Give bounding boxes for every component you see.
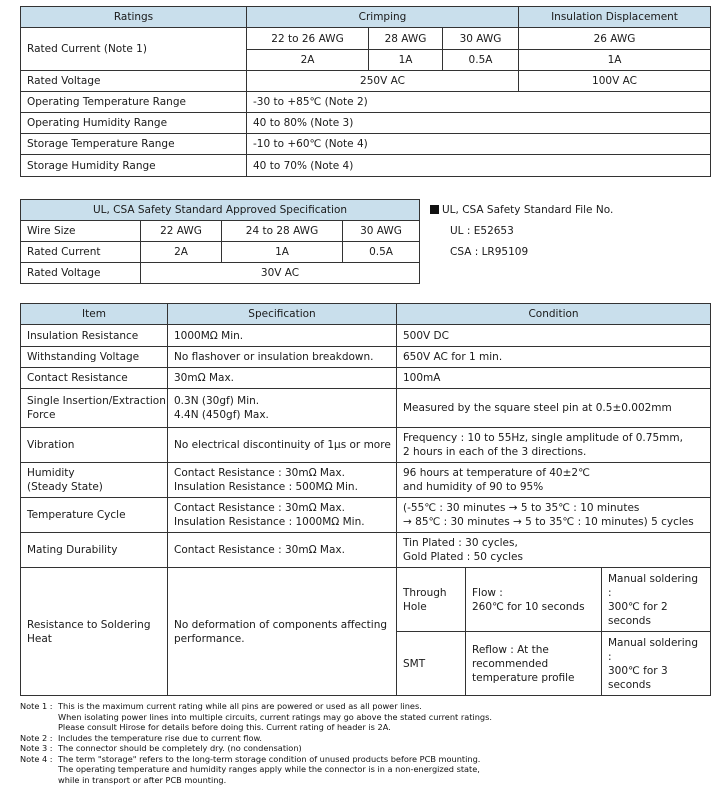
rated-current-label: Rated Current [21,242,141,263]
current-cell: 2A [141,242,222,263]
current-cell: 1A [222,242,343,263]
condition-cell: Measured by the square steel pin at 0.5±0.002mm [397,389,711,428]
current-cell: 1A [369,50,443,71]
crimping-voltage: 250V AC [247,71,519,92]
condition-cell: 100mA [397,368,711,389]
manual-soldering-condition: Manual soldering : 300℃ for 2 seconds [602,568,711,632]
note-3: Note 3 : The connector should be completely dry. (no condensation) [20,743,302,753]
ul-csa-spec-table [20,199,420,284]
item-cell: Contact Resistance [21,368,168,389]
current-cell: 0.5A [443,50,519,71]
spec-cell: No flashover or insulation breakdown. [168,347,397,368]
row-label: Operating Humidity Range [21,113,247,134]
spec-cell: Contact Resistance : 30mΩ Max. Insulation Resistance : 1000MΩ Min. [168,498,397,533]
header-crimping: Crimping [247,7,519,28]
ul-csa-table-title: UL, CSA Safety Standard Approved Specification [21,200,420,221]
spec-cell: No electrical discontinuity of 1μs or more [168,428,397,463]
header-insulation-displacement: Insulation Displacement [519,7,711,28]
notes-section [20,701,492,785]
ul-csa-file-info [430,203,613,266]
spec-cell: 0.3N (30gf) Min. 4.4N (450gf) Max. [168,389,397,428]
item-cell: Insulation Resistance [21,325,168,347]
rated-voltage-value: 30V AC [141,263,420,284]
wire-size-cell: 22 to 26 AWG [247,28,369,50]
ul-file-number: UL : E52653 [450,225,514,237]
item-cell: Withstanding Voltage [21,347,168,368]
manual-soldering-condition: Manual soldering : 300℃ for 3 seconds [602,632,711,696]
row-label: Storage Humidity Range [21,155,247,177]
wire-size-cell: 30 AWG [343,221,420,242]
spec-cell: No deformation of components affecting performance. [168,568,397,696]
item-cell: Resistance to Soldering Heat [21,568,168,696]
file-info-title: UL, CSA Safety Standard File No. [442,204,614,216]
through-hole-label: Through Hole [397,568,466,632]
row-label: Storage Temperature Range [21,134,247,155]
ratings-table [20,6,711,177]
current-cell: 0.5A [343,242,420,263]
wire-size-cell: 22 AWG [141,221,222,242]
row-label: Operating Temperature Range [21,92,247,113]
csa-file-number: CSA : LR95109 [450,246,529,258]
wire-size-cell: 28 AWG [369,28,443,50]
condition-cell: 500V DC [397,325,711,347]
condition-cell: (-55℃ : 30 minutes → 5 to 35℃ : 10 minutes → 85℃ : 30 minutes → 5 to 35℃ : 10 minutes) 5 cycles [397,498,711,533]
smt-label: SMT [397,632,466,696]
item-cell: Vibration [21,428,168,463]
note-1: Note 1 : This is the maximum current rating while all pins are powered or used as all power lines. When isolating power lines into multiple circuits, current ratings may go above the stated current ratings. Please consult Hirose for details before doing this. Current rating of header is 2A. [20,701,492,732]
row-value: 40 to 70% (Note 4) [247,155,711,177]
rated-voltage-label: Rated Voltage [21,71,247,92]
row-value: -10 to +60℃ (Note 4) [247,134,711,155]
spec-cell: Contact Resistance : 30mΩ Max. [168,533,397,568]
rated-current-label: Rated Current (Note 1) [21,28,247,71]
spec-cell: 30mΩ Max. [168,368,397,389]
header-ratings: Ratings [21,7,247,28]
bullet-square-icon [430,205,439,214]
row-value: 40 to 80% (Note 3) [247,113,711,134]
row-value: -30 to +85℃ (Note 2) [247,92,711,113]
spec-cell: Contact Resistance : 30mΩ Max. Insulation Resistance : 500MΩ Min. [168,463,397,498]
wire-size-cell: 24 to 28 AWG [222,221,343,242]
idc-voltage: 100V AC [519,71,711,92]
reflow-condition: Reflow : At the recommended temperature profile [466,632,602,696]
condition-cell: 96 hours at temperature of 40±2℃ and humidity of 90 to 95% [397,463,711,498]
condition-cell: Frequency : 10 to 55Hz, single amplitude of 0.75mm, 2 hours in each of the 3 directions. [397,428,711,463]
item-cell: Humidity (Steady State) [21,463,168,498]
spec-cell: 1000MΩ Min. [168,325,397,347]
rated-voltage-label: Rated Voltage [21,263,141,284]
flow-condition: Flow : 260℃ for 10 seconds [466,568,602,632]
wire-size-cell: 30 AWG [443,28,519,50]
item-cell: Temperature Cycle [21,498,168,533]
current-cell: 2A [247,50,369,71]
wire-size-label: Wire Size [21,221,141,242]
current-cell: 1A [519,50,711,71]
header-item: Item [21,304,168,325]
item-cell: Mating Durability [21,533,168,568]
note-4: Note 4 : The term "storage" refers to the long-term storage condition of unused products before PCB mounting. The operating temperature and humidity ranges apply while the connector is in a non-energized state, while in transport or after PCB mounting. [20,753,481,785]
header-specification: Specification [168,304,397,325]
item-cell: Single Insertion/Extraction Force [21,389,168,428]
header-condition: Condition [397,304,711,325]
wire-size-cell: 26 AWG [519,28,711,50]
note-2: Note 2 : Includes the temperature rise due to current flow. [20,732,263,743]
condition-cell: Tin Plated : 30 cycles, Gold Plated : 50 cycles [397,533,711,568]
condition-cell: 650V AC for 1 min. [397,347,711,368]
specification-table [20,303,711,696]
